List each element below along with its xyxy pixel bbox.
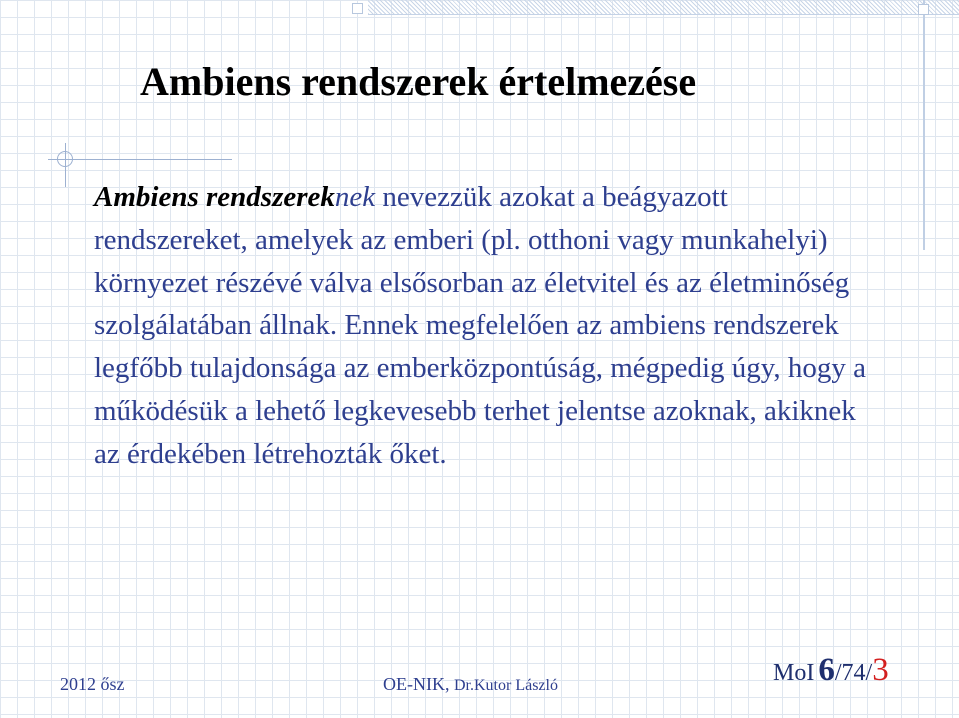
- body-paragraph: [94, 176, 880, 476]
- page-number: [773, 652, 889, 689]
- defined-term-suffix: nek: [334, 181, 376, 213]
- decorative-ring-icon: [57, 151, 73, 167]
- decorative-line: [48, 159, 232, 160]
- decorative-right-line: [923, 0, 925, 250]
- decorative-square: [352, 3, 363, 14]
- footer-institution: OE-NIK,: [383, 674, 454, 694]
- defined-term: Ambiens rendszerek: [94, 181, 335, 213]
- footer-authors: [383, 674, 558, 695]
- page-sub: 3: [872, 652, 889, 688]
- course-code: MoI: [773, 660, 815, 686]
- page-separator: /74/: [834, 660, 873, 686]
- decorative-top-band: [368, 0, 959, 15]
- slide-title: Ambiens rendszerek értelmezése: [140, 59, 697, 104]
- footer-date: 2012 ősz: [60, 674, 125, 694]
- body-text: nevezzük azokat a beágyazott rendszereket, amelyek az emberi (pl. otthoni vagy munkahelyi) környezet részévé válva elsősorban az életvitel és az életminőség szolgálatában állnak. Ennek megfelelően az ambiens rendszerek legfőbb tulajdonsága az emberközpontúság, mégpedig úgy, hogy a működésük a lehető legkevesebb terhet jelentse azoknak, akiknek az érdekében létrehozták őket.: [94, 181, 867, 470]
- footer-author-name: Dr.Kutor László: [453, 677, 558, 694]
- decorative-square: [918, 4, 929, 15]
- page-current: 6: [818, 652, 835, 688]
